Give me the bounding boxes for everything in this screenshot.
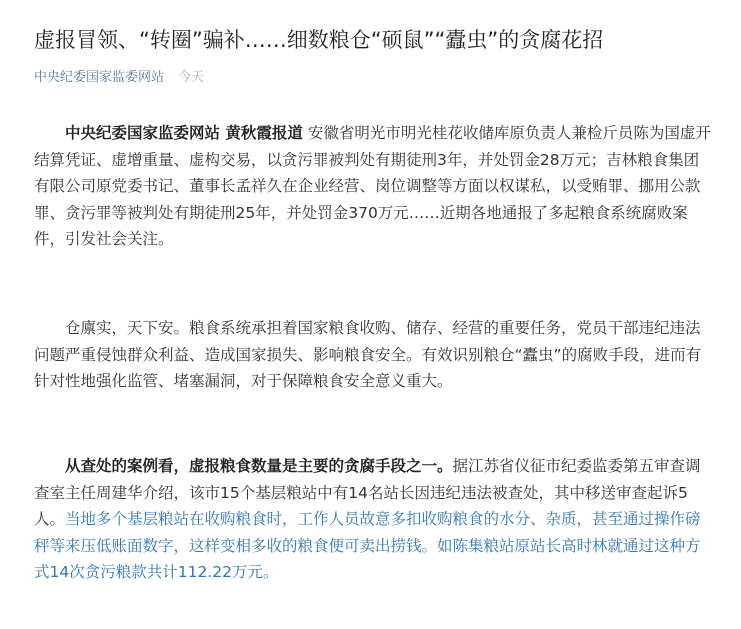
article-time: 今天	[178, 70, 205, 85]
article-title: 虚报冒领、“转圈”骗补……细数粮仓“硕鼠”“蠹虫”的贪腐花招	[34, 28, 604, 52]
paragraph-text: 仓廪实，天下安。粮食系统承担着国家粮食收购、储存、经营的重要任务，党员干部违纪违法问题严重侵蚀群众利益、造成国家损失、影响粮食安全。有效识别粮仓“蠹虫”的腐败手段，进而有针对性地强化监管、堵塞漏洞，对于保障粮食安全意义重大。	[34, 319, 702, 390]
article-meta	[34, 70, 204, 86]
article-paragraph-3	[34, 453, 714, 586]
paragraph-lead: 从查处的案例看，虚报粮食数量是主要的贪腐手段之一。	[65, 457, 453, 475]
article-source-link[interactable]: 中央纪委国家监委网站	[34, 70, 165, 85]
article-paragraph-1	[34, 120, 714, 253]
paragraph-text: 安徽省明光市明光桂花收储库原负责人兼检斤员陈为国虚开结算凭证、虚增重量、虚构交易，以贪污罪被判处有期徒刑3年，并处罚金28万元；吉林粮食集团有限公司原党委书记、董事长孟祥久在企业经营、岗位调整等方面以权谋私，以受贿罪、挪用公款罪、贪污罪等被判处有期徒刑25年，并处罚金370万元……近期各地通报了多起粮食系统腐败案件，引发社会关注。	[34, 124, 711, 248]
paragraph-text: 据江苏省仪征市纪委监委第五审查调查室主任周建华介绍，该市15个基层粮站中有14名站长因违纪违法被查处，其中移送审查起诉5人。	[34, 457, 701, 528]
article-paragraph-2	[34, 315, 714, 395]
paragraph-highlight: 当地多个基层粮站在收购粮食时，工作人员故意多扣收购粮食的水分、杂质，甚至通过操作磅秤等来压低账面数字，这样变相多收的粮食便可卖出捞钱。如陈集粮站原站长高时林就通过这种方式14次贪污粮款共计112.22万元。	[34, 510, 701, 581]
paragraph-lead: 中央纪委国家监委网站 黄秋霞报道	[65, 124, 303, 142]
